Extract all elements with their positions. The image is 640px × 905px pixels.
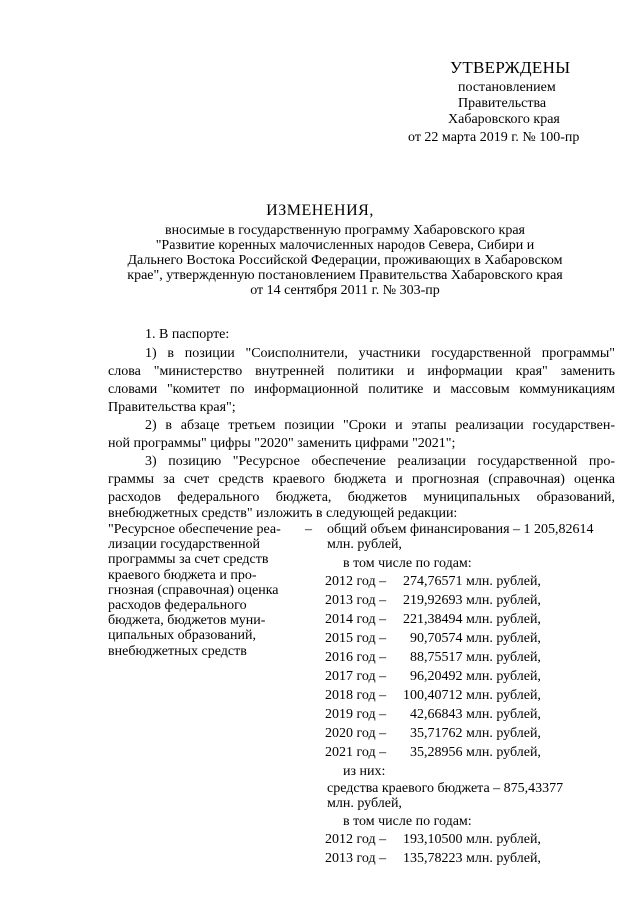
left-cell-line: бюджета, бюджетов муни- — [108, 613, 266, 629]
year-label: 2020 год – — [325, 726, 387, 741]
year-row — [325, 650, 541, 666]
year-row — [325, 688, 541, 704]
year-label: 2017 год – — [325, 669, 387, 684]
approval-date: от 22 марта 2019 г. № 100-пр — [408, 130, 580, 145]
table-dash: – — [305, 522, 312, 537]
approval-line-3-text: Хабаровского края — [448, 112, 560, 127]
year-value: 35,71762 млн. рублей, — [403, 726, 541, 741]
section-heading: 1. В паспорте: — [145, 327, 230, 342]
year-value: 35,28956 млн. рублей, — [403, 745, 541, 760]
subtitle-line: от 14 сентября 2011 г. № 303-пр — [250, 283, 440, 298]
document-title: ИЗМЕНЕНИЯ, — [266, 202, 374, 219]
regional-by-years-label: в том числе по годам: — [343, 814, 472, 829]
left-cell-line: краевого бюджета и про- — [108, 567, 257, 583]
left-cell-line: ципальных образований, — [108, 628, 256, 644]
regional-budget-total: средства краевого бюджета – 875,43377 — [327, 781, 564, 796]
approval-title: УТВЕРЖДЕНЫ — [450, 58, 571, 77]
paragraph-line: граммы за счет средств краевого бюджета и прогнозная (справочная) оценка — [108, 472, 615, 487]
paragraph-line: 3) позицию "Ресурсное обеспечение реализации государственной про- — [145, 454, 615, 469]
year-label: 2021 год – — [325, 745, 387, 760]
year-row — [325, 631, 541, 647]
document-subtitle — [120, 223, 570, 298]
year-value: 96,20492 млн. рублей, — [403, 669, 541, 684]
paragraph-line: внебюджетных средств" изложить в следующей редакции: — [108, 506, 458, 521]
left-cell-line: "Ресурсное обеспечение реа- — [108, 522, 281, 537]
year-value: 219,92693 млн. рублей, — [403, 593, 541, 608]
year-value: 42,66843 млн. рублей, — [403, 707, 541, 722]
year-label: 2012 год – — [325, 574, 387, 589]
left-cell-line: расходов федерального — [108, 598, 247, 614]
year-row — [325, 593, 541, 609]
left-cell-line: программы за счет средств — [108, 552, 269, 568]
year-row — [325, 726, 541, 742]
year-row — [325, 612, 541, 628]
total-financing: общий объем финансирования – 1 205,82614 — [327, 522, 594, 537]
year-label: 2014 год – — [325, 612, 387, 627]
regional-year-row — [325, 832, 541, 848]
subtitle-line: вносимые в государственную программу Хабаровского края — [164, 223, 525, 238]
year-row — [325, 669, 541, 685]
regional-budget-unit: млн. рублей, — [327, 796, 402, 811]
subtitle-line: "Развитие коренных малочисленных народов Севера, Сибири и — [155, 238, 535, 253]
regional-year-row — [325, 851, 541, 867]
paragraph-line: 1) в позиции "Соисполнители, участники государственной программы" — [145, 346, 615, 361]
by-years-label: в том числе по годам: — [343, 556, 472, 571]
paragraph-line: 2) в абзаце третьем позиции "Сроки и этапы реализации государствен- — [145, 418, 615, 433]
paragraph-line: расходов федерального бюджета, бюджетов муниципальных образований, — [108, 490, 615, 505]
total-financing-unit: млн. рублей, — [327, 537, 402, 552]
paragraph-line: слова "министерство внутренней политики и информации края" заменить — [108, 364, 615, 379]
left-cell-line: гнозная (справочная) оценка — [108, 582, 279, 598]
year-value: 274,76571 млн. рублей, — [403, 574, 541, 589]
year-row — [325, 574, 541, 590]
year-row — [325, 707, 541, 723]
subtitle-line: крае", утвержденную постановлением Правительства Хабаровского края — [127, 268, 563, 283]
left-cell-line: лизации государственной — [108, 537, 260, 553]
of-them-label: из них: — [343, 764, 386, 779]
year-row — [325, 745, 541, 761]
year-label: 2018 год – — [325, 688, 387, 703]
year-label: 2016 год – — [325, 650, 387, 665]
year-label: 2015 год – — [325, 631, 387, 646]
year-label: 2019 год – — [325, 707, 387, 722]
subtitle-line: Дальнего Востока Российской Федерации, проживающих в Хабаровском — [127, 253, 563, 268]
year-label: 2013 год – — [325, 593, 387, 608]
year-label: 2012 год – — [325, 832, 387, 847]
year-value: 221,38494 млн. рублей, — [403, 612, 541, 627]
year-value: 193,10500 млн. рублей, — [403, 832, 541, 847]
year-label: 2013 год – — [325, 851, 387, 866]
paragraph-line: Правительства края"; — [108, 400, 236, 415]
year-value: 90,70574 млн. рублей, — [403, 631, 541, 646]
paragraph-line: ной программы" цифры "2020" заменить цифрами "2021"; — [108, 436, 456, 451]
year-value: 100,40712 млн. рублей, — [403, 688, 541, 703]
left-cell-line: внебюджетных средств — [108, 643, 247, 659]
year-value: 135,78223 млн. рублей, — [403, 851, 541, 866]
year-value: 88,75517 млн. рублей, — [403, 650, 541, 665]
approval-line-2-text: Правительства — [458, 96, 547, 111]
paragraph-line: словами "комитет по информационной политике и массовым коммуникациям — [108, 382, 615, 397]
approval-line-1-text: постановлением — [458, 80, 556, 95]
table-left-column — [108, 522, 308, 659]
